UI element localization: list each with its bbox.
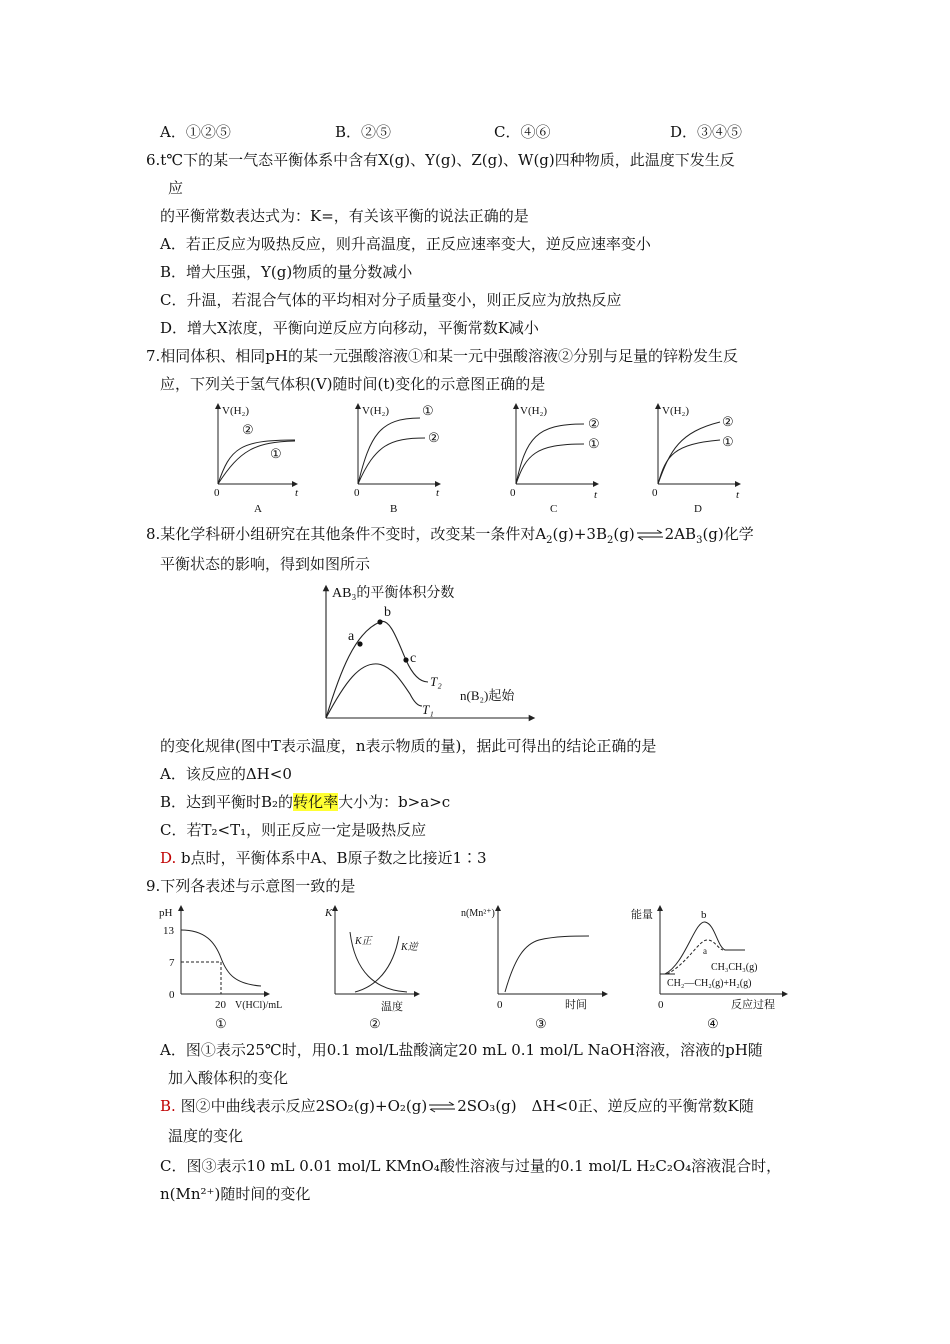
equilibrium-arrow-icon (427, 1101, 457, 1113)
q9-g3-xlabel: 时间 (565, 999, 587, 1011)
q9-g3-ylabel: n(Mn²⁺) (461, 908, 495, 919)
q8-option-b: B．达到平衡时B₂的转化率大小为：b>a>c (160, 793, 451, 811)
q8-point-c (403, 657, 408, 662)
q9-g4-origin: 0 (658, 999, 664, 1011)
q6-stem-line2: 的平衡常数表达式为：K=，有关该平衡的说法正确的是 (160, 207, 529, 225)
q7d-xlabel: t (736, 489, 740, 501)
q6-stem-line1b: 应 (168, 179, 184, 197)
q7a-label-1: ① (270, 446, 282, 461)
q7c-curve-2 (516, 424, 584, 484)
q7d-label-2: ② (722, 414, 734, 429)
q7b-curve-2 (358, 438, 425, 484)
q8-option-c: C．若T₂<T₁，则正反应一定是吸热反应 (160, 821, 427, 839)
q8-curve-t2 (326, 621, 428, 718)
q8-label-t2: T₂ (430, 674, 442, 689)
q9-g2-ylabel: K (325, 907, 333, 919)
q9-option-b-line1: B. 图②中曲线表示反应2SO₂(g)+O₂(g) 2SO₃(g) ΔH<0正、逆反应的平衡常数K随 (160, 1097, 754, 1115)
q8-label-t1: T₁ (422, 702, 434, 717)
q9-option-a-line1: A．图①表示25℃时，用0.1 mol/L盐酸滴定20 mL 0.1 mol/L NaOH溶液，溶液的pH随 (160, 1041, 763, 1059)
q7b-origin: 0 (354, 487, 360, 499)
q9-g1-tick-13: 13 (163, 925, 174, 937)
q7c-xlabel: t (594, 489, 598, 501)
q8-stem-line2: 平衡状态的影响，得到如图所示 (160, 555, 371, 573)
q6-stem-line1: 6.t℃下的某一气态平衡体系中含有X(g)、Y(g)、Z(g)、W(g)四种物质，此温度下发生反 (146, 151, 735, 169)
q7d-ylabel: V(H₂) (662, 405, 690, 417)
q5-option-b: B．②⑤ (335, 123, 392, 141)
q9-g4-label: ④ (707, 1016, 719, 1031)
q7-graphs (200, 400, 760, 515)
q9-g1-tick-7: 7 (169, 957, 175, 969)
q7b-ylabel: V(H₂) (362, 405, 390, 417)
q9-g2-label-k-reverse: K逆 (401, 942, 418, 953)
q7a-curve-1 (218, 441, 295, 484)
highlight-conversion-rate: 转化率 (293, 793, 339, 811)
q8-curve-t1 (326, 664, 422, 718)
q9-g4-ylabel: 能量 (631, 909, 653, 921)
q8-label-c: c (410, 651, 417, 666)
q9-g3-curve (505, 936, 589, 992)
equilibrium-arrow-icon (635, 529, 665, 541)
q7-stem-line2: 应，下列关于氢气体积(V)随时间(t)变化的示意图正确的是 (160, 375, 546, 393)
q5-option-a: A．①②⑤ (160, 123, 231, 141)
q9-option-b-line2: 温度的变化 (168, 1127, 244, 1145)
q5-option-d: D．③④⑤ (670, 123, 743, 141)
q7b-title: B (390, 503, 398, 515)
q6-option-c: C．升温，若混合气体的平均相对分子质量变小，则正反应为放热反应 (160, 291, 622, 309)
q7b-label-1: ① (422, 403, 434, 418)
q7a-ylabel: V(H₂) (222, 405, 250, 417)
q9-option-c-line1: C．图③表示10 mL 0.01 mol/L KMnO₄酸性溶液与过量的0.1 mol/L H₂C₂O₄溶液混合时， (160, 1157, 782, 1175)
q7a-xlabel: t (295, 487, 299, 499)
q9-g4-label-a: a (703, 946, 707, 956)
q6-option-a: A．若正反应为吸热反应，则升高温度，正反应速率变大，逆反应速率变小 (160, 235, 651, 253)
q7c-label-1: ① (588, 436, 600, 451)
q9-g2-label-k-forward: K正 (355, 936, 372, 947)
q7b-xlabel: t (436, 487, 440, 499)
q7d-curve-2 (658, 422, 720, 484)
q7c-label-2: ② (588, 416, 600, 431)
q8-label-a: a (348, 629, 355, 644)
q8-ylabel: AB₃的平衡体积分数 (332, 586, 455, 601)
q9-g2-label: ② (369, 1016, 381, 1031)
q8-label-b: b (384, 605, 391, 620)
q7d-label-1: ① (722, 434, 734, 449)
q9-g1-label: ① (215, 1016, 227, 1031)
q7d-origin: 0 (652, 487, 658, 499)
q9-g3-origin: 0 (497, 999, 503, 1011)
q6-option-b: B．增大压强，Y(g)物质的量分数减小 (160, 263, 413, 281)
q9-option-c-line2: n(Mn²⁺)随时间的变化 (160, 1185, 311, 1203)
q8-point-b (377, 619, 382, 624)
q9-g3-label: ③ (535, 1016, 547, 1031)
q7a-title: A (254, 503, 262, 515)
q9-g4-reactant: CH₂—CH₂(g)+H₂(g) (667, 978, 752, 989)
q7-stem-line1: 7.相同体积、相同pH的某一元强酸溶液①和某一元中强酸溶液②分别与足量的锌粉发生反 (146, 347, 738, 365)
q9-g1-ylabel: pH (159, 907, 173, 919)
q9-g4-xlabel: 反应过程 (731, 999, 775, 1011)
q9-g1-tick-0: 0 (169, 989, 175, 1001)
q7b-curve-1 (358, 418, 420, 484)
q8-stem-line3: 的变化规律(图中T表示温度，n表示物质的量)，据此可得出的结论正确的是 (160, 737, 657, 755)
q9-g4-product: CH₃CH₃(g) (711, 962, 758, 973)
q8-stem-line1: 8.某化学科研小组研究在其他条件不变时，改变某一条件对$A_2(g)+3B_2(g)$ $2AB_3(g)$化学 (146, 525, 754, 546)
q7c-title: C (550, 503, 558, 515)
q7a-label-2: ② (242, 422, 254, 437)
q9-g1-tick-20: 20 (215, 999, 226, 1011)
q5-option-c: C．④⑥ (494, 123, 551, 141)
q9-g1-xlabel: V(HCl)/mL (235, 1000, 283, 1011)
q7d-title: D (694, 503, 702, 515)
q8-figure (310, 582, 540, 722)
q7c-origin: 0 (510, 487, 516, 499)
q8-point-a (357, 641, 362, 646)
q8-option-d: D. b点时，平衡体系中A、B原子数之比接近1∶3 (160, 849, 487, 867)
q8-xlabel: n(B₂)起始 (460, 688, 515, 703)
q9-stem: 9.下列各表述与示意图一致的是 (146, 877, 356, 895)
q7a-origin: 0 (214, 487, 220, 499)
q9-option-a-line2: 加入酸体积的变化 (168, 1069, 289, 1087)
q9-g4-label-b: b (701, 909, 707, 921)
q9-g2-xlabel: 温度 (381, 1001, 403, 1013)
q9-graphs (155, 902, 795, 1034)
q7c-ylabel: V(H₂) (520, 405, 548, 417)
q7b-label-2: ② (428, 430, 440, 445)
q8-option-a: A．该反应的ΔH<0 (160, 765, 292, 783)
q6-option-d: D．增大X浓度，平衡向逆反应方向移动，平衡常数K减小 (160, 319, 539, 337)
